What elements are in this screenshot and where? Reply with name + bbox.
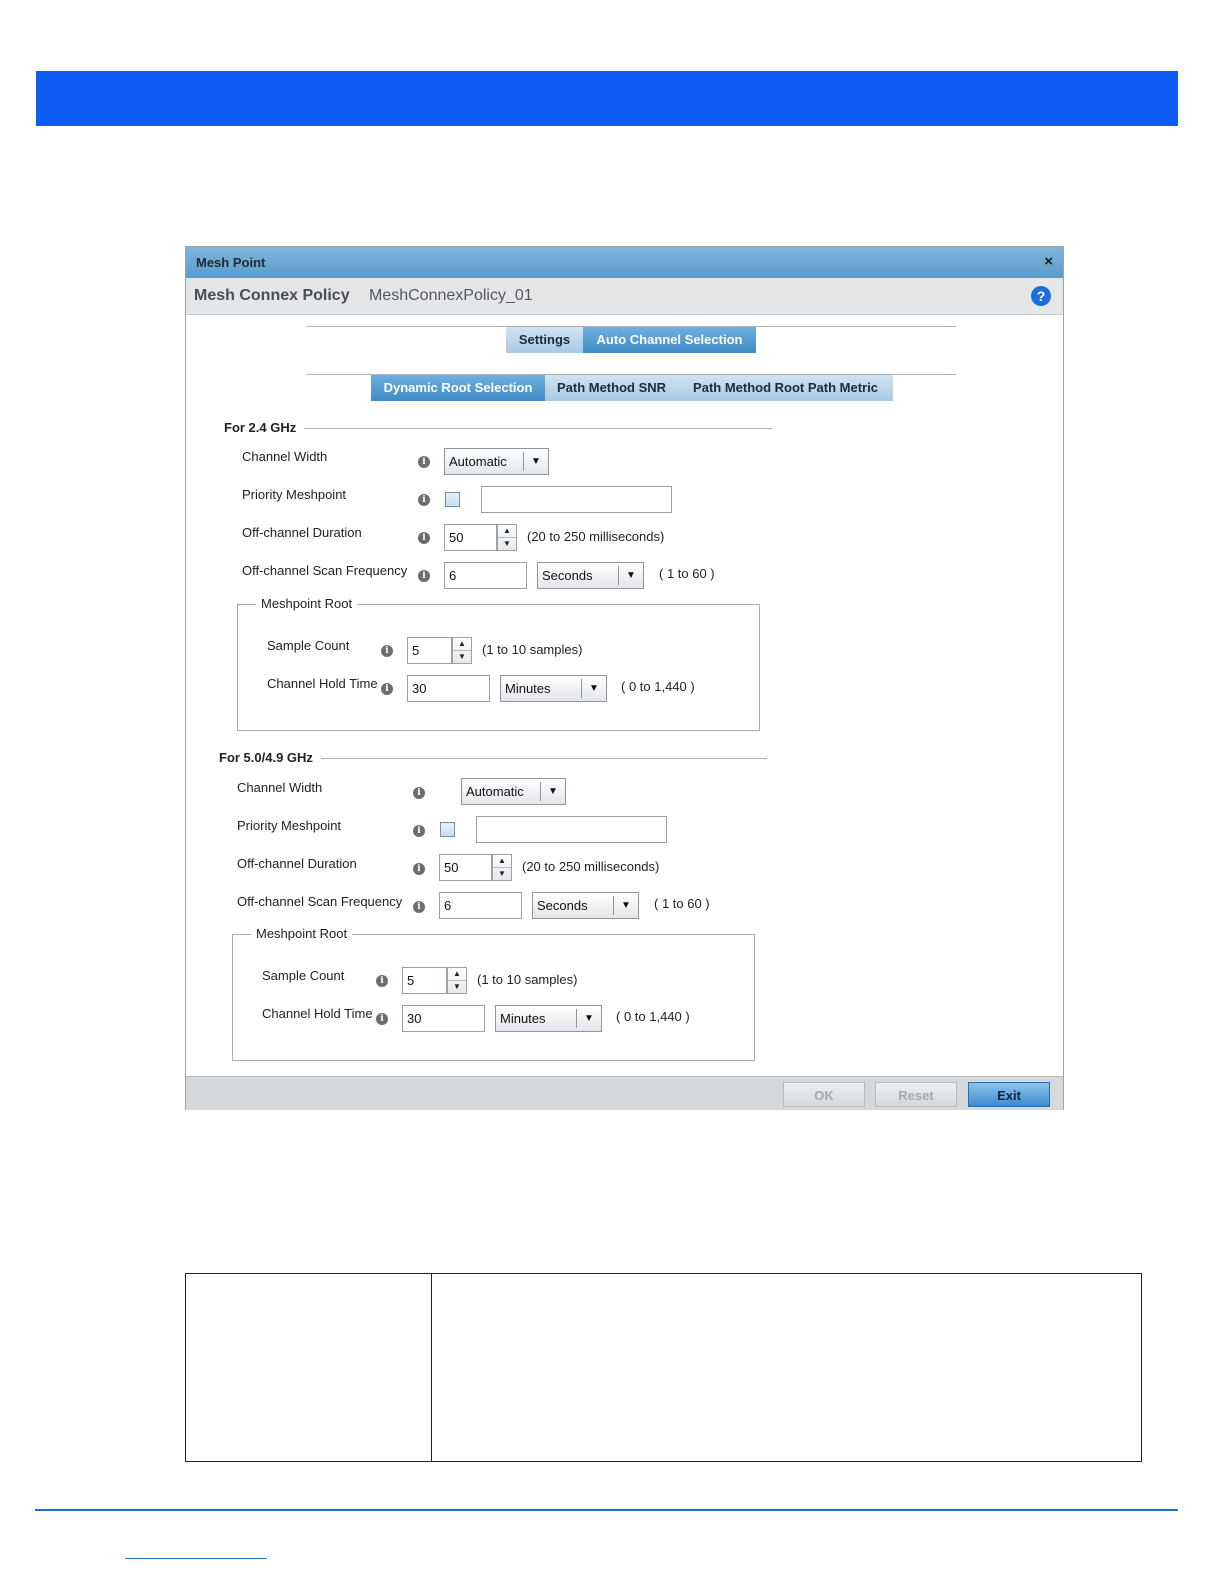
scan-frequency-unit-50: Seconds: [537, 898, 588, 913]
meshpoint-root-legend-50: Meshpoint Root: [251, 926, 352, 941]
section-title-24: For 2.4 GHz: [224, 420, 304, 435]
sample-count-input-50[interactable]: 5: [402, 967, 447, 994]
sample-count-input-24[interactable]: 5: [407, 637, 452, 664]
priority-meshpoint-label-50: Priority Meshpoint: [237, 818, 342, 833]
spin-down-icon[interactable]: ▼: [453, 982, 461, 991]
hold-time-label-50: Channel Hold Time: [262, 1006, 373, 1021]
offchannel-duration-hint-50: (20 to 250 milliseconds): [522, 859, 660, 874]
info-icon[interactable]: i: [413, 787, 425, 799]
channel-width-value-50: Automatic: [466, 784, 524, 799]
sample-count-stepper-24[interactable]: [452, 637, 472, 664]
sample-count-hint-24: (1 to 10 samples): [482, 642, 583, 657]
scan-frequency-input-24[interactable]: 6: [444, 562, 527, 589]
dialog-titlebar: [186, 247, 1063, 278]
spin-up-icon[interactable]: ▲: [448, 968, 466, 981]
chevron-down-icon: ▼: [581, 679, 606, 698]
chevron-down-icon: ▼: [540, 782, 565, 801]
tab-settings[interactable]: Settings: [506, 327, 583, 353]
scan-frequency-label-50: Off-channel Scan Frequency: [237, 894, 403, 909]
tab-path-method-snr[interactable]: Path Method SNR: [545, 375, 678, 401]
meshpoint-root-legend-24: Meshpoint Root: [256, 596, 357, 611]
policy-value: MeshConnexPolicy_01: [369, 287, 533, 304]
dialog-title: Mesh Point: [196, 255, 266, 270]
hold-time-hint-50: ( 0 to 1,440 ): [616, 1009, 690, 1024]
chevron-down-icon: ▼: [613, 896, 638, 915]
info-icon[interactable]: i: [381, 683, 393, 695]
footer-rule: [35, 1509, 1178, 1511]
sample-count-label-50: Sample Count: [262, 968, 345, 983]
tab-auto-channel-selection[interactable]: Auto Channel Selection: [583, 327, 756, 353]
info-icon[interactable]: i: [418, 532, 430, 544]
scan-frequency-unit-select-24[interactable]: [537, 562, 644, 589]
ok-button[interactable]: OK: [783, 1082, 865, 1107]
meshpoint-root-group-50: [232, 926, 755, 1061]
section-title-50: For 5.0/4.9 GHz: [219, 750, 321, 765]
hold-time-input-50[interactable]: 30: [402, 1005, 485, 1032]
channel-width-label-24: Channel Width: [242, 449, 328, 464]
mesh-point-dialog: [185, 246, 1064, 1110]
offchannel-duration-label-24: Off-channel Duration: [242, 525, 362, 540]
sample-count-hint-50: (1 to 10 samples): [477, 972, 578, 987]
info-icon[interactable]: i: [413, 863, 425, 875]
channel-width-select-24[interactable]: [444, 448, 549, 475]
footer-link-underline: [125, 1558, 267, 1559]
description-table: [185, 1273, 1142, 1462]
sample-count-stepper-50[interactable]: [447, 967, 467, 994]
spin-up-icon[interactable]: ▲: [498, 525, 516, 538]
info-icon[interactable]: i: [413, 825, 425, 837]
priority-meshpoint-input-24[interactable]: [481, 486, 672, 513]
hold-time-unit-select-50[interactable]: [495, 1005, 602, 1032]
offchannel-duration-input-50[interactable]: 50: [439, 854, 492, 881]
hold-time-unit-select-24[interactable]: [500, 675, 607, 702]
tab-dynamic-root-selection[interactable]: Dynamic Root Selection: [371, 375, 545, 401]
offchannel-duration-stepper-24[interactable]: [497, 524, 517, 551]
dialog-footer: [186, 1076, 1063, 1110]
scan-frequency-label-24: Off-channel Scan Frequency: [242, 563, 408, 578]
offchannel-duration-stepper-50[interactable]: [492, 854, 512, 881]
page-header-bar: [36, 71, 1178, 126]
priority-meshpoint-label-24: Priority Meshpoint: [242, 487, 347, 502]
reset-button[interactable]: Reset: [875, 1082, 957, 1107]
close-icon[interactable]: ×: [1044, 253, 1053, 270]
scan-frequency-hint-24: ( 1 to 60 ): [659, 566, 715, 581]
scan-frequency-hint-50: ( 1 to 60 ): [654, 896, 710, 911]
channel-width-select-50[interactable]: [461, 778, 566, 805]
chevron-down-icon: ▼: [576, 1009, 601, 1028]
sample-count-label-24: Sample Count: [267, 638, 350, 653]
hold-time-input-24[interactable]: 30: [407, 675, 490, 702]
channel-width-label-50: Channel Width: [237, 780, 323, 795]
policy-bar: [186, 278, 1063, 315]
scan-frequency-unit-24: Seconds: [542, 568, 593, 583]
info-icon[interactable]: i: [418, 456, 430, 468]
spin-up-icon[interactable]: ▲: [453, 638, 471, 651]
hold-time-label-24: Channel Hold Time: [267, 676, 378, 691]
scan-frequency-unit-select-50[interactable]: [532, 892, 639, 919]
tab-path-method-root-path-metric[interactable]: Path Method Root Path Metric: [678, 375, 893, 401]
chevron-down-icon: ▼: [618, 566, 643, 585]
hold-time-hint-24: ( 0 to 1,440 ): [621, 679, 695, 694]
info-icon[interactable]: i: [418, 570, 430, 582]
help-icon[interactable]: ?: [1031, 286, 1051, 306]
priority-meshpoint-checkbox-50[interactable]: [440, 822, 455, 837]
hold-time-unit-50: Minutes: [500, 1011, 546, 1026]
spin-down-icon[interactable]: ▼: [458, 652, 466, 661]
hold-time-unit-24: Minutes: [505, 681, 551, 696]
info-icon[interactable]: i: [381, 645, 393, 657]
offchannel-duration-hint-24: (20 to 250 milliseconds): [527, 529, 665, 544]
policy-label: Mesh Connex Policy: [194, 287, 350, 304]
priority-meshpoint-input-50[interactable]: [476, 816, 667, 843]
section-rule-24: [224, 428, 772, 429]
offchannel-duration-label-50: Off-channel Duration: [237, 856, 357, 871]
table-column-divider: [431, 1274, 432, 1461]
spin-up-icon[interactable]: ▲: [493, 855, 511, 868]
spin-down-icon[interactable]: ▼: [503, 539, 511, 548]
chevron-down-icon: ▼: [523, 452, 548, 471]
channel-width-value-24: Automatic: [449, 454, 507, 469]
scan-frequency-input-50[interactable]: 6: [439, 892, 522, 919]
priority-meshpoint-checkbox-24[interactable]: [445, 492, 460, 507]
meshpoint-root-group-24: [237, 596, 760, 731]
info-icon[interactable]: i: [376, 1013, 388, 1025]
spin-down-icon[interactable]: ▼: [498, 869, 506, 878]
info-icon[interactable]: i: [418, 494, 430, 506]
info-icon[interactable]: i: [413, 901, 425, 913]
info-icon[interactable]: i: [376, 975, 388, 987]
exit-button[interactable]: Exit: [968, 1082, 1050, 1107]
offchannel-duration-input-24[interactable]: 50: [444, 524, 497, 551]
